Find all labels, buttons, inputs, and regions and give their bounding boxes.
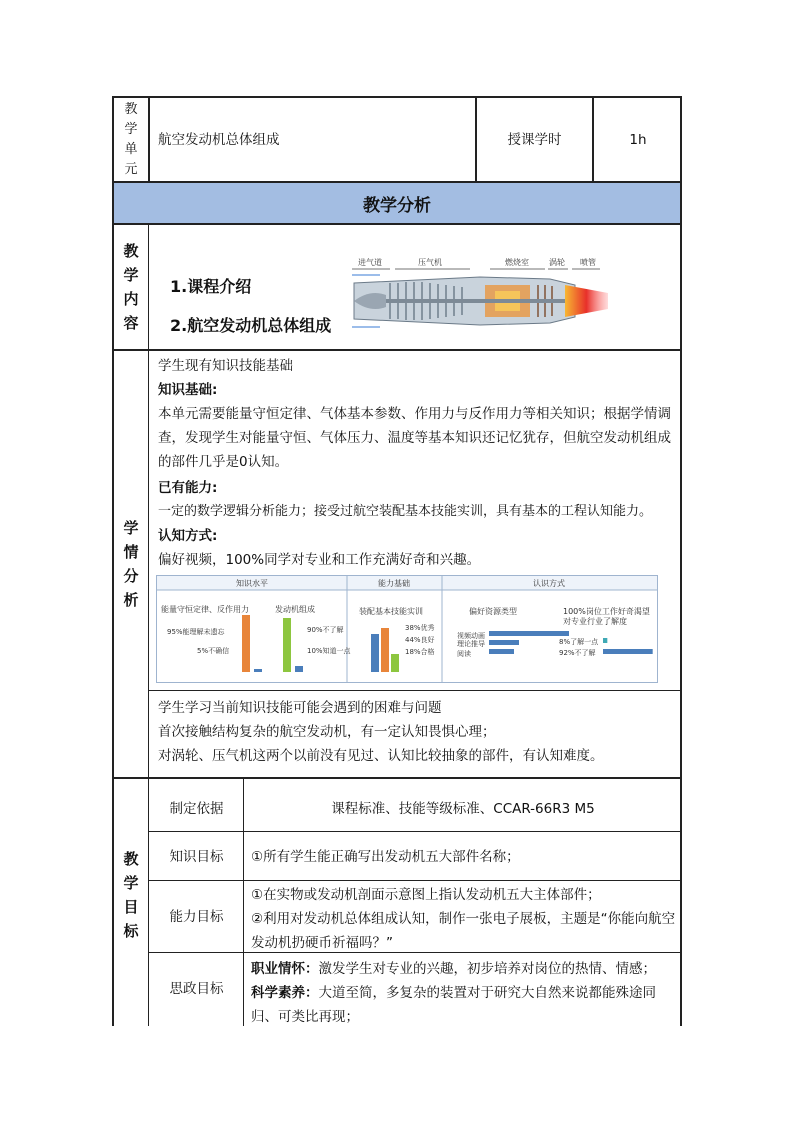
objective-ability-line2: ②利用对发动机总体组成认知，制作一张电子展板，主题是“你能向航空发动机扔硬币祈福吗？” [251, 911, 676, 951]
cognition-text: 偏好视频，100%同学对专业和工作充满好奇和兴趣。 [158, 552, 481, 568]
ideology-text-2: 大道至简，多复杂的装置对于研究大自然来说都能殊途同归、可类比再现； [251, 985, 656, 1025]
chart2-bar-0 [283, 618, 291, 672]
section-title-difficulty: 学生学习当前知识技能可能会遇到的困难与问题 [158, 700, 442, 716]
survey-chart [156, 575, 658, 683]
engine-label-turbine: 涡轮 [549, 258, 565, 267]
chart4-label-2: 阅读 [457, 650, 471, 658]
chart5-label-0: 8%了解一点 [559, 638, 599, 646]
chart4-bar-1 [489, 640, 519, 645]
chart3-bar-0 [371, 634, 379, 672]
ability-text: 一定的数学逻辑分析能力；接受过航空装配基本技能实训，具有基本的工程认知能力。 [158, 504, 653, 519]
chart-header-ability: 能力基础 [378, 579, 410, 588]
chart5-bar-1 [603, 649, 653, 654]
ideology-bold-1: 职业情怀： [251, 961, 319, 977]
chart2-bar-1 [295, 666, 303, 672]
chart1-title: 能量守恒定律、反作用力 [161, 605, 249, 614]
engine-label-inlet: 进气道 [358, 258, 382, 267]
cognition-title: 认知方式: [158, 528, 218, 544]
knowledge-title: 知识基础: [158, 382, 218, 398]
learner-label: 学 情 分 析 [123, 519, 139, 609]
chart4-label-0: 视频动画 [457, 632, 485, 640]
chart5-bar-0 [603, 638, 607, 643]
chart4-bar-0 [489, 631, 569, 636]
objective-ideology-line1 [251, 957, 679, 981]
rule [148, 880, 682, 881]
chart4-bar-2 [489, 649, 514, 654]
section-title-existing: 学生现有知识技能基础 [158, 358, 293, 374]
engine-label-compressor: 压气机 [418, 258, 442, 267]
chart-header-knowledge: 知识水平 [236, 579, 268, 588]
chart5-label-1: 92%不了解 [559, 649, 596, 657]
chart2-title: 发动机组成 [275, 605, 315, 614]
chart3-label-1: 44%良好 [405, 636, 435, 644]
chart3-bar-2 [391, 654, 399, 672]
chart1-bar-0 [242, 615, 250, 672]
chart4-label-1: 理论推导 [457, 640, 485, 648]
knowledge-text: 本单元需要能量守恒定律、气体基本参数、作用力与反作用力等相关知识；根据学情调查，发现学生对能量守恒、气体压力、温度等基本知识还记忆犹存，但航空发动机组成的部件几乎是0认知。 [158, 406, 671, 470]
objective-name-basis: 制定依据 [169, 801, 224, 817]
rule [148, 831, 682, 832]
chart3-title: 装配基本技能实训 [359, 607, 423, 616]
content-label: 教 学 内 容 [123, 242, 139, 332]
survey-svg [157, 576, 657, 682]
rule [112, 223, 682, 225]
chart2-label-1: 10%知道一点 [307, 647, 351, 655]
ideology-text-1: 激发学生对专业的兴趣，初步培养对岗位的热情、情感； [318, 961, 656, 977]
objective-ability-line1: ①在实物或发动机剖面示意图上指认发动机五大主体部件； [251, 887, 601, 903]
rule [148, 96, 150, 182]
chart5-title: 100%岗位工作好奇渴望对专业行业了解度 [563, 607, 650, 626]
rule [112, 349, 682, 351]
chart1-label-0: 95%能理解未遗忘 [167, 628, 225, 636]
chart-header-cognition: 认识方式 [533, 579, 565, 588]
chart1-bar-1 [254, 669, 262, 672]
engine-svg [350, 255, 608, 341]
objective-name-ideology: 思政目标 [169, 981, 224, 997]
objective-name-knowledge: 知识目标 [169, 849, 224, 865]
ability-title: 已有能力: [158, 480, 218, 496]
difficulty-2: 对涡轮、压气机这两个以前没有见过、认知比较抽象的部件，有认知难度。 [158, 748, 604, 764]
rule [148, 690, 682, 691]
content-item-1: 1.课程介绍 [170, 277, 252, 296]
chart2-label-0: 90%不了解 [307, 626, 344, 634]
chart4-title: 偏好资源类型 [469, 607, 517, 616]
chart3-label-0: 38%优秀 [405, 624, 435, 632]
unit-name: 航空发动机总体组成 [158, 132, 280, 148]
unit-label: 教 学 单 元 [124, 101, 138, 177]
objective-content-knowledge: ①所有学生能正确写出发动机五大部件名称； [251, 849, 520, 865]
chart1-label-1: 5%不确信 [197, 647, 230, 655]
content-item-2: 2.航空发动机总体组成 [170, 316, 332, 335]
engine-label-nozzle: 喷管 [580, 258, 596, 267]
objective-content-basis: 课程标准、技能等级标准、CCAR-66R3 M5 [331, 801, 595, 817]
ideology-bold-2: 科学素养： [251, 985, 319, 1001]
rule [112, 777, 682, 779]
chart3-label-2: 18%合格 [405, 648, 435, 656]
rule [148, 224, 149, 1026]
engine-diagram [350, 255, 608, 341]
engine-label-combustor: 燃烧室 [505, 258, 529, 267]
objective-name-ability: 能力目标 [169, 909, 224, 925]
difficulty-1: 首次接触结构复杂的航空发动机，有一定认知畏惧心理； [158, 724, 496, 740]
objectives-label: 教 学 目 标 [123, 850, 139, 940]
analysis-title: 教学分析 [363, 196, 431, 216]
hours-value: 1h [629, 132, 647, 148]
chart3-bar-1 [381, 628, 389, 672]
hours-label: 授课学时 [507, 132, 562, 148]
objective-ideology-line2 [251, 981, 679, 1029]
